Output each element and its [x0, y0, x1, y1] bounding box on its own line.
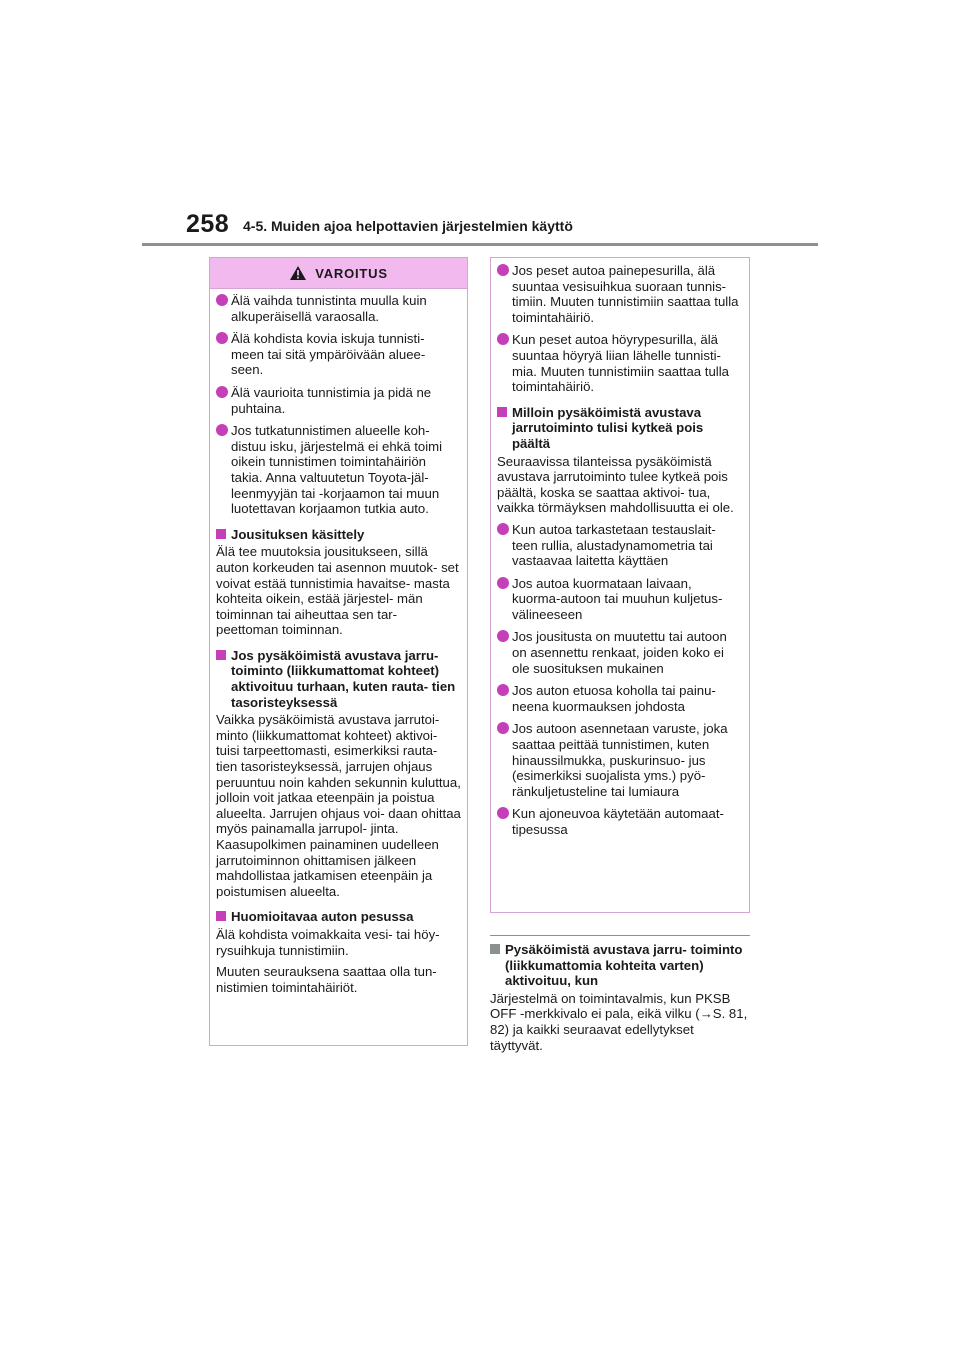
list-item: Älä vaurioita tunnistimia ja pidä ne puhtaina. — [216, 385, 461, 416]
bullet-dot-icon — [216, 386, 228, 398]
header-rule — [142, 243, 818, 246]
chapter-title: 4-5. Muiden ajoa helpottavien järjestelmien käyttö — [243, 218, 573, 234]
square-bullet-icon — [490, 944, 500, 954]
bullet-dot-icon — [497, 264, 509, 276]
warning-triangle-icon — [289, 265, 307, 281]
list-item: Jos autoa kuormataan laivaan, kuorma-autoon tai muuhun kuljetus- välineeseen — [497, 576, 743, 623]
bullet-dot-icon — [497, 684, 509, 696]
list-item: Älä kohdista kovia iskuja tunnisti- meen tai sitä ympäröivään aluee- seen. — [216, 331, 461, 378]
list-item: Jos peset autoa painepesurilla, älä suuntaa vesisuihkua suoraan tunnis- timiin. Muuten tunnistimiin saattaa tulla toimintahäiriö. — [497, 263, 743, 325]
bullet-dot-icon — [497, 630, 509, 642]
bullet-dot-icon — [216, 424, 228, 436]
list-item: Älä vaihda tunnistinta muulla kuin alkuperäisellä varaosalla. — [216, 293, 461, 324]
section-heading: Milloin pysäköimistä avustava jarrutoiminto tulisi kytkeä pois päältä — [497, 405, 743, 452]
bullet-dot-icon — [497, 807, 509, 819]
section-heading: Jos pysäköimistä avustava jarru- toiminto (liikkumattomat kohteet) aktivoituu turhaan, kuten rauta- tien tasoristeyksessä — [216, 648, 461, 710]
square-bullet-icon — [216, 529, 226, 539]
square-bullet-icon — [497, 407, 507, 417]
paragraph: Muuten seurauksena saattaa olla tun- nistimien toimintahäiriöt. — [216, 964, 437, 995]
bullet-dot-icon — [497, 333, 509, 345]
section-heading: Pysäköimistä avustava jarru- toiminto (liikkumattomia kohteita varten) aktivoituu, kun — [490, 942, 750, 989]
bullet-dot-icon — [497, 722, 509, 734]
warning-box-left — [209, 257, 468, 1046]
list-item: Jos tutkatunnistimen alueelle koh- distuu isku, järjestelmä ei ehkä toimi oikein tunnistimen toimintahäiriön takia. Anna valtuutetun Toyota-jäl- leenmyyjän tai -korjaamon tai muun luotettavan korjaamon tutkia auto. — [216, 423, 461, 517]
bullet-dot-icon — [216, 332, 228, 344]
list-item: Kun ajoneuvoa käytetään automaat- tipesussa — [497, 806, 743, 837]
page-number: 258 — [186, 210, 230, 238]
list-item: Kun autoa tarkastetaan testauslait- teen rullia, alustadynamometria tai vastaavaa laitetta käyttäen — [497, 522, 743, 569]
square-bullet-icon — [216, 911, 226, 921]
warning-body-right — [491, 258, 749, 838]
list-item: Jos auton etuosa koholla tai painu- neena kuormauksen johdosta — [497, 683, 743, 714]
paragraph: Seuraavissa tilanteissa pysäköimistä avustava jarrutoiminto tulee kytkeä pois päältä, koska se saattaa aktivoi- tua, vaikka törmäyksen mahdollisuutta ei ole. — [497, 453, 734, 516]
warning-title: VAROITUS — [315, 265, 388, 281]
bullet-dot-icon — [216, 294, 228, 306]
warning-body-left — [210, 289, 467, 995]
paragraph: Järjestelmä on toimintavalmis, kun PKSB OFF -merkkivalo ei pala, eikä vilku (→S. 81, 82) ja kaikki seuraavat edellytykset täyttyvät. — [490, 990, 748, 1053]
list-item: Kun peset autoa höyrypesurilla, älä suuntaa höyryä liian lähelle tunnisti- mia. Muuten tunnistimiin saattaa tulla toimintahäiriö. — [497, 332, 743, 394]
warning-header — [210, 258, 467, 289]
bullet-dot-icon — [497, 523, 509, 535]
section-heading: Huomioitavaa auton pesussa — [216, 909, 461, 925]
paragraph: Älä tee muutoksia jousitukseen, sillä auton korkeuden tai asennon muutok- set voivat estää tunnistimia havaitse- masta kohteita oikein, estää järjestel- män toiminnan tai aiheuttaa sen tar- peettoman toiminnan. — [216, 544, 459, 638]
paragraph: Vaikka pysäköimistä avustava jarrutoi- minto (liikkumattomat kohteet) aktivoi- tuisi tarpeettomasti, esimerkiksi rauta- tien tasoristeyksessä, jarrujen ohjaus peruuntuu noin kahden sekunnin kuluttua, jolloin voit jatkaa eteenpäin ja poistua alueelta. Jarrujen ohjaus voi- daan ohittaa myös painamalla jarrupol- jinta. Kaasupolkimen painaminen uudelleen jarrutoiminnon ohittamisen jälkeen mahdollistaa jatkamisen eteenpäin ja poistumisen alueelta. — [216, 712, 461, 899]
square-bullet-icon — [216, 650, 226, 660]
section-heading: Jousituksen käsittely — [216, 527, 461, 543]
warning-box-right — [490, 257, 750, 913]
bullet-dot-icon — [497, 577, 509, 589]
paragraph: Älä kohdista voimakkaita vesi- tai höy- rysuihkuja tunnistimiin. — [216, 926, 440, 958]
list-item: Jos jousitusta on muutettu tai autoon on asennettu renkaat, joiden koko ei ole suosituksen mukainen — [497, 629, 743, 676]
pksb-section — [490, 935, 750, 1059]
list-item: Jos autoon asennetaan varuste, joka saattaa peittää tunnistimen, kuten hinaussilmukka, puskurinsuo- jus (esimerkiksi suojalista yms.) pyö- ränkuljetusteline tai lumiaura — [497, 721, 743, 799]
